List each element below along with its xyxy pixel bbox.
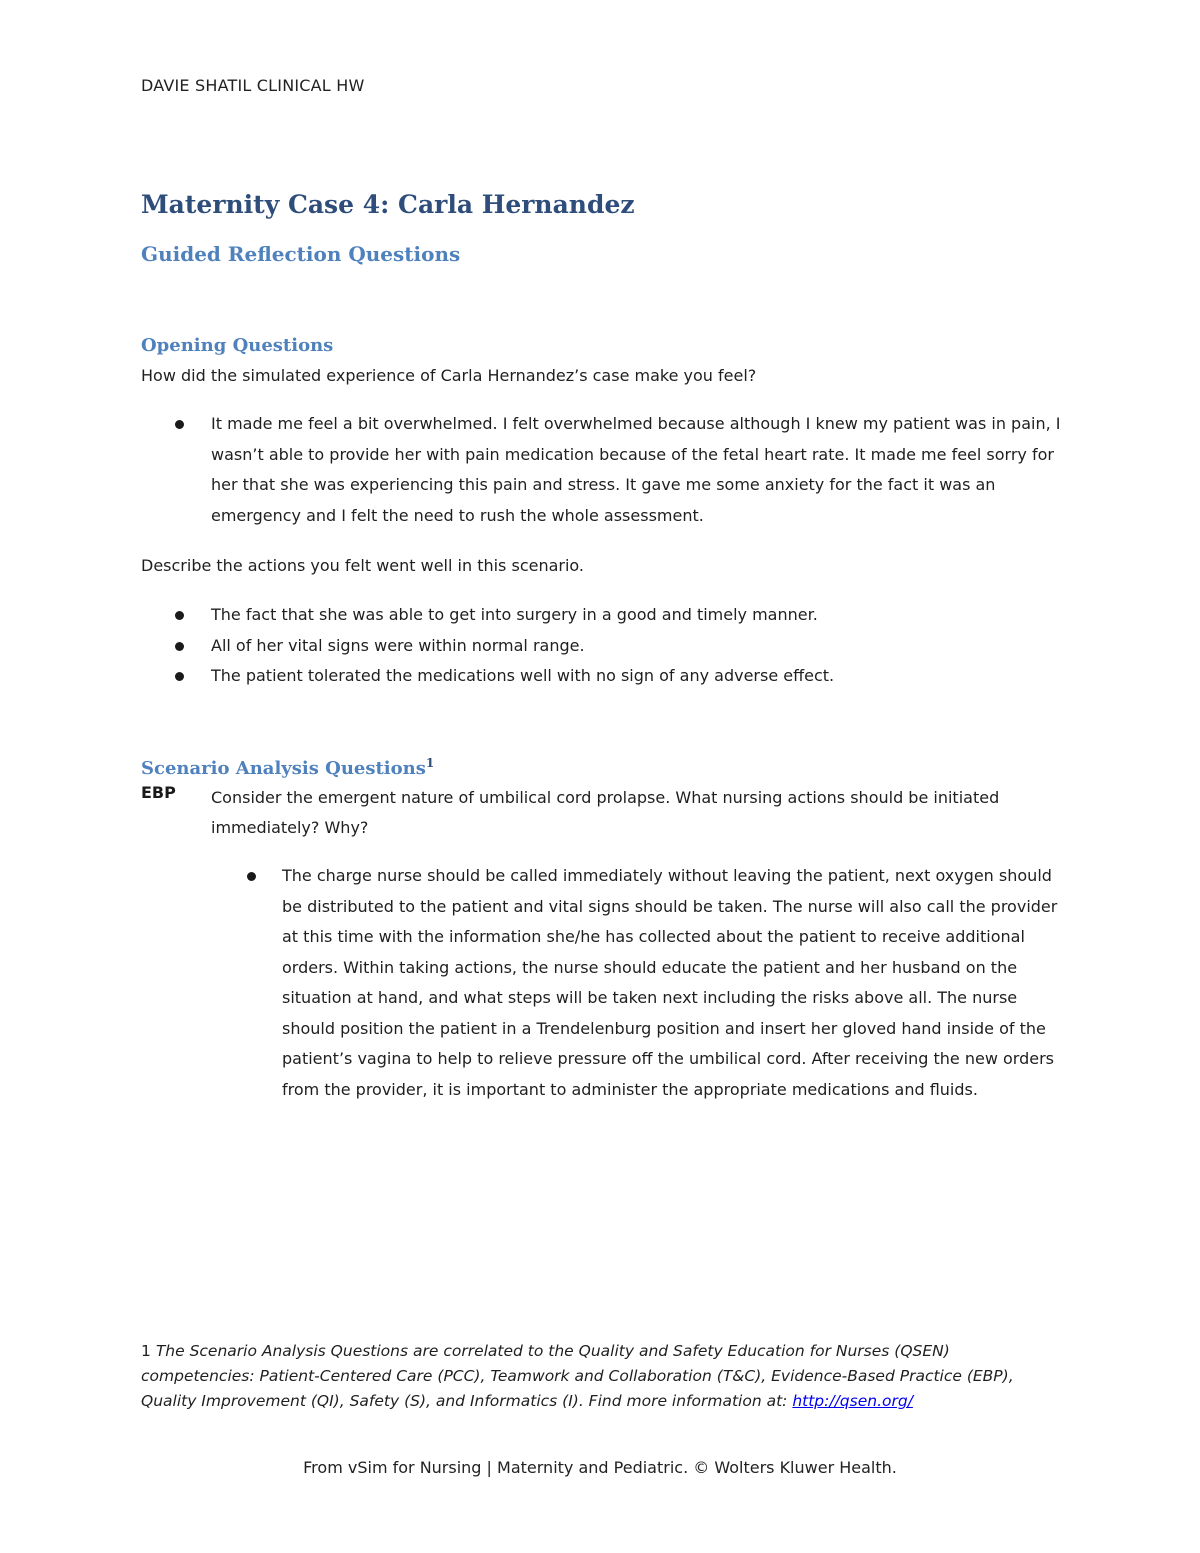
bullet-text: It made me feel a bit overwhelmed. I felt overwhelmed because although I knew my patient was in pain, I wasn’t able to provide her with pain medication because of the fetal heart rate. It made me feel sorry for her that she was experiencing this pain and stress. It gave me some anxiety for the fact it was an emergency and I felt the need to rush the whole assessment. xyxy=(211,414,1061,525)
bullet-icon xyxy=(175,420,184,429)
scenario-analysis-heading xyxy=(141,756,434,779)
ebp-answer-list xyxy=(282,861,1072,1105)
list-item xyxy=(211,631,1071,662)
list-item xyxy=(211,661,1071,692)
opening-question-1: How did the simulated experience of Carla Hernandez’s case make you feel? xyxy=(141,366,757,385)
opening-answer-1-list xyxy=(211,409,1071,531)
ebp-label: EBP xyxy=(141,783,176,802)
page-footer: From vSim for Nursing | Maternity and Pediatric. © Wolters Kluwer Health. xyxy=(303,1458,897,1477)
bullet-icon xyxy=(175,642,184,651)
document-title: Maternity Case 4: Carla Hernandez xyxy=(141,190,635,219)
list-item xyxy=(211,600,1071,631)
footnote-number: 1 xyxy=(141,1342,151,1360)
bullet-icon xyxy=(175,611,184,620)
page-header: DAVIE SHATIL CLINICAL HW xyxy=(141,76,365,95)
bullet-text: The fact that she was able to get into surgery in a good and timely manner. xyxy=(211,605,818,624)
bullet-text: All of her vital signs were within normal range. xyxy=(211,635,585,655)
bullet-text: The patient tolerated the medications well with no sign of any adverse effect. xyxy=(211,666,835,685)
scenario-heading-text: Scenario Analysis Questions xyxy=(141,758,426,779)
bullet-text: The charge nurse should be called immediately without leaving the patient, next oxygen should be distributed to the patient and vital signs should be taken. The nurse will also call the provider at this time with the information she/he has collected about the patient to receive additional orders. Within taking actions, the nurse should educate the patient and her husband on the situation at hand, and what steps will be taken next including the risks above all. The nurse should position the patient in a Trendelenburg position and insert her gloved hand inside of the patient’s vagina to help to relieve pressure off the umbilical cord. After receiving the new orders from the provider, it is important to administer the appropriate medications and fluids. xyxy=(282,866,1058,1099)
list-item xyxy=(282,861,1072,1105)
bullet-icon xyxy=(175,672,184,681)
list-item xyxy=(211,409,1071,531)
opening-answer-2-list xyxy=(211,600,1071,692)
footnote-ref: 1 xyxy=(425,756,435,770)
bullet-icon xyxy=(247,872,256,881)
opening-questions-heading: Opening Questions xyxy=(141,335,334,356)
document-subtitle: Guided Reflection Questions xyxy=(141,242,461,266)
footnote-text: The Scenario Analysis Questions are correlated to the Quality and Safety Education for Nurses (QSEN) competencies: Patient-Centered Care (PCC), Teamwork and Collaboration (T&C), Evidence-Based Practice (EBP), Quality Improvement (QI), Safety (S), and Informatics (I). Find more information at: xyxy=(141,1342,1014,1410)
footnote xyxy=(141,1339,1061,1414)
ebp-question: Consider the emergent nature of umbilical cord prolapse. What nursing actions should be initiated immediately? Why? xyxy=(211,788,1000,837)
qsen-link[interactable]: http://qsen.org/ xyxy=(792,1392,913,1410)
opening-question-2: Describe the actions you felt went well in this scenario. xyxy=(141,556,585,575)
